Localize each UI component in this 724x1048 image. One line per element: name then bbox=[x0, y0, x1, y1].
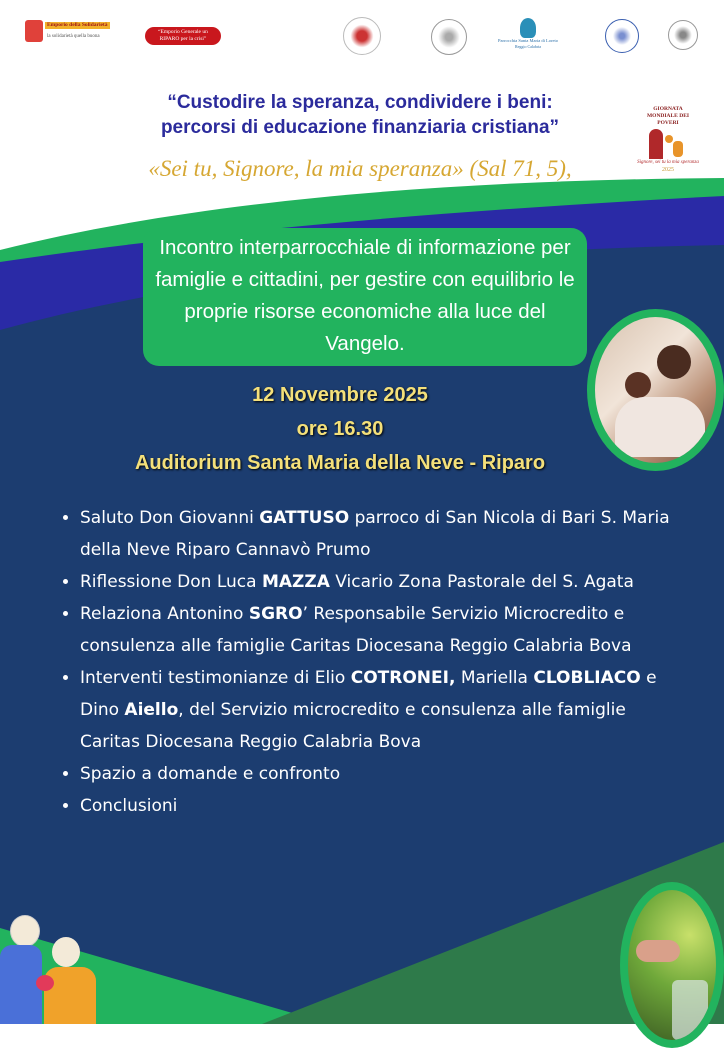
event-time: ore 16.30 bbox=[296, 418, 384, 440]
emporio-riparo-logo: “Emporio Generale un RIPARO per la crisi” bbox=[145, 27, 221, 45]
list-item bbox=[80, 758, 686, 790]
item-text: Interventi testimonianze di Elio bbox=[80, 668, 351, 688]
item-text: Saluto Don Giovanni bbox=[80, 508, 260, 528]
intro-box: Incontro interparrocchiale di informazione per famiglie e cittadini, per gestire con equilibrio le proprie risorse economiche alla luce del Vangelo. bbox=[143, 228, 587, 366]
parish-seal-4-icon bbox=[668, 20, 698, 50]
parish-seal-1-icon bbox=[343, 17, 381, 55]
item-text: Relaziona Antonino bbox=[80, 604, 249, 624]
item-text: ’ Responsabile Servizio Microcredito e consulenza alle famiglie Caritas Diocesana Reggio Calabria Bova bbox=[80, 604, 632, 656]
scripture-quote: «Sei tu, Signore, la mia speranza» (Sal 71, 5), bbox=[148, 156, 572, 181]
door-figures-icon bbox=[649, 129, 687, 159]
giornata-mondiale-logo bbox=[630, 106, 706, 174]
event-date: 12 Novembre 2025 bbox=[252, 384, 428, 406]
title-line-2: percorsi di educazione finanziaria cristiana” bbox=[160, 117, 560, 138]
coins-plant-photo bbox=[620, 882, 724, 1048]
elderly-couple-illustration bbox=[0, 915, 100, 1024]
event-details bbox=[100, 378, 580, 480]
bold-name: MAZZA bbox=[261, 572, 330, 592]
shopping-bag-icon bbox=[25, 20, 43, 42]
bold-name: CLOBLIACO bbox=[533, 668, 641, 688]
logo-year: 2025 bbox=[662, 167, 674, 173]
item-text: parroco di San Nicola di Bari S. Maria della Neve Riparo Cannavò Prumo bbox=[80, 508, 670, 560]
family-photo bbox=[587, 309, 724, 471]
bold-name: COTRONEI, bbox=[350, 668, 456, 688]
item-text: Conclusioni bbox=[80, 796, 178, 816]
bold-name: Aiello bbox=[124, 700, 179, 720]
emporio-solidarieta-logo bbox=[25, 16, 115, 52]
bold-name: GATTUSO bbox=[259, 508, 350, 528]
list-item bbox=[80, 566, 686, 598]
title-line-1: “Custodire la speranza, condividere i beni: bbox=[167, 92, 553, 113]
parish-seal-2-icon bbox=[431, 19, 467, 55]
item-text: e Dino bbox=[80, 668, 657, 720]
item-text: Mariella bbox=[455, 668, 534, 688]
item-text: Riflessione Don Luca bbox=[80, 572, 262, 592]
list-item bbox=[80, 790, 686, 822]
logo-motto: Signore, sei tu la mia speranza bbox=[637, 160, 699, 165]
list-item bbox=[80, 502, 686, 566]
list-item bbox=[80, 662, 686, 758]
logo-title: GIORNATA MONDIALE DEI POVERI bbox=[646, 106, 690, 126]
bold-name: SGRO bbox=[248, 604, 303, 624]
logo-name: Emporio della Solidarietà bbox=[47, 22, 108, 28]
item-text: Vicario Zona Pastorale del S. Agata bbox=[329, 572, 634, 592]
list-item bbox=[80, 598, 686, 662]
logo-tagline: la solidarietà quella buona bbox=[47, 34, 100, 39]
logo-sub: Reggio Calabria bbox=[514, 44, 542, 49]
parish-seal-3-icon bbox=[605, 19, 639, 53]
page-title bbox=[100, 90, 620, 140]
program-list bbox=[58, 502, 686, 822]
item-text: , del Servizio microcredito e consulenza alle famiglie Caritas Diocesana Reggio Calabria Bova bbox=[80, 700, 626, 752]
madonna-icon bbox=[520, 18, 536, 38]
item-text: Spazio a domande e confronto bbox=[80, 764, 341, 784]
piggy-bank-icon bbox=[36, 975, 54, 991]
logo-name: Parrocchia Santa Maria di Loreto bbox=[498, 38, 558, 43]
parrocchia-loreto-logo bbox=[490, 18, 566, 50]
event-place: Auditorium Santa Maria della Neve - Riparo bbox=[134, 452, 546, 474]
